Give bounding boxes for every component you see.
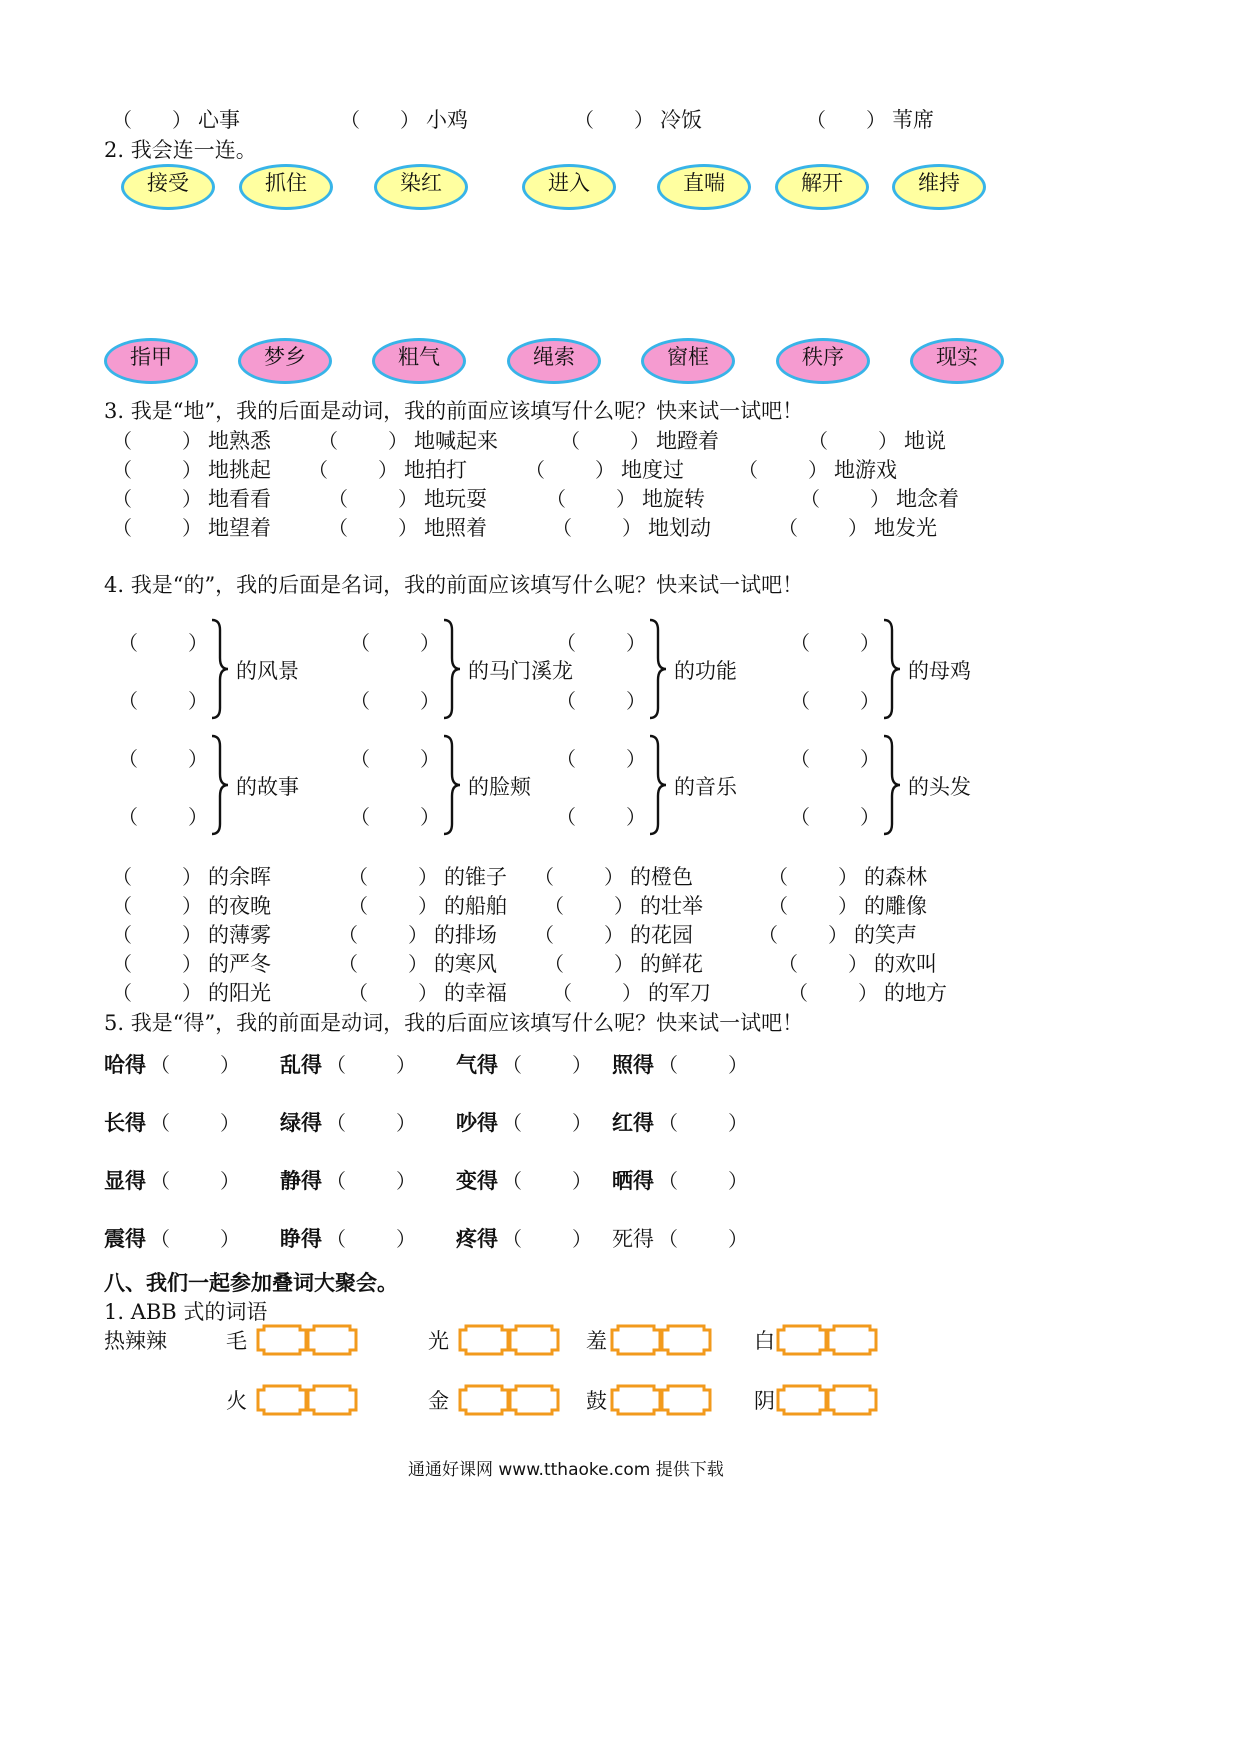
close-paren: ） — [870, 487, 890, 511]
curly-brace-icon — [210, 734, 230, 836]
close-paren: ） — [420, 631, 440, 655]
q4-noun: 的笑声 — [854, 923, 917, 947]
close-paren: ） — [420, 689, 440, 713]
close-paren: ） — [396, 1111, 416, 1135]
close-paren: ） — [572, 1169, 592, 1193]
close-paren: ） — [396, 1227, 416, 1251]
double-blank-box-icon[interactable] — [256, 1322, 372, 1358]
close-paren: ） — [188, 689, 208, 713]
match-oval-top[interactable]: 进入 — [522, 164, 616, 210]
q4-noun: 的橙色 — [630, 865, 693, 889]
close-paren: ） — [182, 865, 202, 889]
close-paren: ） — [622, 981, 642, 1005]
close-paren: ） — [182, 894, 202, 918]
q3-word: 地划动 — [648, 516, 711, 540]
match-oval-bottom[interactable]: 粗气 — [372, 338, 466, 384]
close-paren: ） — [220, 1111, 240, 1135]
open-paren: （ — [768, 894, 788, 918]
q3-word: 地玩耍 — [424, 487, 487, 511]
close-paren: ） — [220, 1227, 240, 1251]
close-paren: ） — [838, 865, 858, 889]
open-paren: （ — [658, 1053, 678, 1077]
open-paren: （ — [790, 689, 810, 713]
open-paren: （ — [328, 516, 348, 540]
close-paren: ） — [188, 631, 208, 655]
match-oval-bottom[interactable]: 绳索 — [507, 338, 601, 384]
q3-word: 地念着 — [896, 487, 959, 511]
close-paren: ） — [828, 923, 848, 947]
de-verb: 绿得 — [280, 1110, 322, 1135]
q4-noun: 的幸福 — [444, 981, 507, 1005]
de-verb: 震得 — [104, 1226, 146, 1251]
open-paren: （ — [328, 487, 348, 511]
q3-word: 地旋转 — [642, 487, 705, 511]
open-paren: （ — [658, 1169, 678, 1193]
q4-noun: 的寒风 — [434, 952, 497, 976]
q4-noun: 的夜晚 — [208, 894, 271, 918]
match-oval-bottom[interactable]: 指甲 — [104, 338, 198, 384]
close-paren: ） — [188, 805, 208, 829]
open-paren: （ — [112, 487, 132, 511]
top-row-word: 心事 — [198, 108, 240, 132]
brace-noun: 的马门溪龙 — [468, 659, 573, 683]
q4-noun: 的余晖 — [208, 865, 271, 889]
match-oval-bottom[interactable]: 秩序 — [776, 338, 870, 384]
open-paren: （ — [788, 981, 808, 1005]
q4-noun: 的阳光 — [208, 981, 271, 1005]
open-paren: （ — [808, 429, 828, 453]
open-paren: （ — [112, 458, 132, 482]
de-verb: 显得 — [104, 1168, 146, 1193]
question-5-title: 5. 我是“得”，我的前面是动词，我的后面应该填写什么呢？快来试一试吧！ — [104, 1011, 804, 1035]
open-paren: （ — [806, 108, 826, 132]
abb-first-char: 羞 — [586, 1329, 607, 1353]
close-paren: ） — [396, 1053, 416, 1077]
q4-noun: 的鲜花 — [640, 952, 703, 976]
close-paren: ） — [626, 631, 646, 655]
q3-word: 地拍打 — [404, 458, 467, 482]
open-paren: （ — [738, 458, 758, 482]
open-paren: （ — [112, 952, 132, 976]
abb-first-char: 白 — [754, 1329, 775, 1353]
open-paren: （ — [658, 1227, 678, 1251]
open-paren: （ — [118, 631, 138, 655]
de-verb: 哈得 — [104, 1052, 146, 1077]
close-paren: ） — [378, 458, 398, 482]
open-paren: （ — [150, 1053, 170, 1077]
close-paren: ） — [396, 1169, 416, 1193]
close-paren: ） — [858, 981, 878, 1005]
open-paren: （ — [574, 108, 594, 132]
q3-word: 地挑起 — [208, 458, 271, 482]
close-paren: ） — [188, 747, 208, 771]
curly-brace-icon — [648, 734, 668, 836]
double-blank-box-icon[interactable] — [776, 1322, 892, 1358]
close-paren: ） — [848, 952, 868, 976]
abb-first-char: 金 — [428, 1389, 449, 1413]
q4-noun: 的船舶 — [444, 894, 507, 918]
de-verb: 睁得 — [280, 1226, 322, 1251]
open-paren: （ — [340, 108, 360, 132]
close-paren: ） — [420, 805, 440, 829]
double-blank-box-icon[interactable] — [776, 1382, 892, 1418]
close-paren: ） — [860, 805, 880, 829]
close-paren: ） — [626, 747, 646, 771]
question-3-title: 3. 我是“地”，我的后面是动词，我的前面应该填写什么呢？快来试一试吧！ — [104, 399, 804, 423]
q3-word: 地看看 — [208, 487, 271, 511]
close-paren: ） — [622, 516, 642, 540]
q3-word: 地游戏 — [834, 458, 897, 482]
curly-brace-icon — [882, 734, 902, 836]
q4-noun: 的花园 — [630, 923, 693, 947]
close-paren: ） — [420, 747, 440, 771]
close-paren: ） — [604, 865, 624, 889]
open-paren: （ — [778, 516, 798, 540]
q3-word: 地说 — [904, 429, 946, 453]
question-2-title: 2. 我会连一连。 — [104, 138, 257, 162]
page-footer: 通通好课网 www.tthaoke.com 提供下载 — [408, 1460, 724, 1480]
brace-noun: 的音乐 — [674, 775, 737, 799]
open-paren: （ — [502, 1227, 522, 1251]
abb-first-char: 鼓 — [586, 1389, 607, 1413]
q4-noun: 的薄雾 — [208, 923, 271, 947]
de-verb: 静得 — [280, 1168, 322, 1193]
close-paren: ） — [604, 923, 624, 947]
close-paren: ） — [220, 1169, 240, 1193]
double-blank-box-icon[interactable] — [610, 1322, 726, 1358]
open-paren: （ — [534, 865, 554, 889]
double-blank-box-icon[interactable] — [458, 1322, 574, 1358]
open-paren: （ — [112, 894, 132, 918]
close-paren: ） — [418, 865, 438, 889]
open-paren: （ — [502, 1169, 522, 1193]
q4-noun: 的雕像 — [864, 894, 927, 918]
q4-noun: 的严冬 — [208, 952, 271, 976]
close-paren: ） — [182, 458, 202, 482]
open-paren: （ — [118, 805, 138, 829]
de-verb: 晒得 — [612, 1168, 654, 1193]
de-verb: 长得 — [104, 1110, 146, 1135]
match-oval-top[interactable]: 解开 — [775, 164, 869, 210]
close-paren: ） — [866, 108, 886, 132]
close-paren: ） — [418, 894, 438, 918]
open-paren: （ — [552, 981, 572, 1005]
open-paren: （ — [778, 952, 798, 976]
close-paren: ） — [182, 981, 202, 1005]
q3-word: 地蹬着 — [656, 429, 719, 453]
brace-noun: 的故事 — [236, 775, 299, 799]
match-oval-bottom[interactable]: 窗框 — [641, 338, 735, 384]
close-paren: ） — [408, 952, 428, 976]
open-paren: （ — [534, 923, 554, 947]
open-paren: （ — [350, 689, 370, 713]
double-blank-box-icon[interactable] — [610, 1382, 726, 1418]
open-paren: （ — [338, 952, 358, 976]
curly-brace-icon — [442, 618, 462, 720]
curly-brace-icon — [648, 618, 668, 720]
open-paren: （ — [326, 1111, 346, 1135]
close-paren: ） — [630, 429, 650, 453]
de-verb: 照得 — [612, 1052, 654, 1077]
open-paren: （ — [790, 747, 810, 771]
open-paren: （ — [350, 747, 370, 771]
match-oval-bottom[interactable]: 梦乡 — [238, 338, 332, 384]
open-paren: （ — [790, 631, 810, 655]
close-paren: ） — [572, 1111, 592, 1135]
open-paren: （ — [350, 805, 370, 829]
open-paren: （ — [112, 865, 132, 889]
open-paren: （ — [112, 108, 132, 132]
abb-first-char: 火 — [226, 1389, 247, 1413]
close-paren: ） — [728, 1053, 748, 1077]
match-oval-top[interactable]: 直喘 — [657, 164, 751, 210]
close-paren: ） — [634, 108, 654, 132]
q4-noun: 的军刀 — [648, 981, 711, 1005]
open-paren: （ — [150, 1111, 170, 1135]
q3-word: 地照着 — [424, 516, 487, 540]
open-paren: （ — [326, 1053, 346, 1077]
close-paren: ） — [220, 1053, 240, 1077]
double-blank-box-icon[interactable] — [256, 1382, 372, 1418]
open-paren: （ — [552, 516, 572, 540]
open-paren: （ — [112, 923, 132, 947]
close-paren: ） — [860, 747, 880, 771]
close-paren: ） — [728, 1169, 748, 1193]
open-paren: （ — [118, 689, 138, 713]
close-paren: ） — [418, 981, 438, 1005]
open-paren: （ — [658, 1111, 678, 1135]
open-paren: （ — [112, 981, 132, 1005]
curly-brace-icon — [882, 618, 902, 720]
de-verb: 吵得 — [456, 1110, 498, 1135]
q3-word: 地喊起来 — [414, 429, 498, 453]
close-paren: ） — [728, 1111, 748, 1135]
open-paren: （ — [560, 429, 580, 453]
close-paren: ） — [182, 429, 202, 453]
open-paren: （ — [348, 894, 368, 918]
de-verb: 乱得 — [280, 1052, 322, 1077]
open-paren: （ — [544, 952, 564, 976]
close-paren: ） — [572, 1227, 592, 1251]
close-paren: ） — [388, 429, 408, 453]
close-paren: ） — [408, 923, 428, 947]
close-paren: ） — [595, 458, 615, 482]
de-verb: 疼得 — [456, 1226, 498, 1251]
close-paren: ） — [728, 1227, 748, 1251]
match-oval-top[interactable]: 接受 — [121, 164, 215, 210]
open-paren: （ — [112, 429, 132, 453]
close-paren: ） — [400, 108, 420, 132]
open-paren: （ — [790, 805, 810, 829]
top-row-word: 小鸡 — [426, 108, 468, 132]
open-paren: （ — [308, 458, 328, 482]
section-8-title: 八、我们一起参加叠词大聚会。 — [104, 1270, 398, 1295]
abb-example: 热辣辣 — [104, 1329, 167, 1353]
brace-noun: 的母鸡 — [908, 659, 971, 683]
open-paren: （ — [118, 747, 138, 771]
match-oval-top[interactable]: 抓住 — [239, 164, 333, 210]
open-paren: （ — [556, 747, 576, 771]
open-paren: （ — [502, 1111, 522, 1135]
match-oval-top[interactable]: 染红 — [374, 164, 468, 210]
close-paren: ） — [626, 805, 646, 829]
open-paren: （ — [112, 516, 132, 540]
open-paren: （ — [525, 458, 545, 482]
curly-brace-icon — [442, 734, 462, 836]
close-paren: ） — [182, 952, 202, 976]
close-paren: ） — [878, 429, 898, 453]
q3-word: 地发光 — [874, 516, 937, 540]
open-paren: （ — [544, 894, 564, 918]
open-paren: （ — [800, 487, 820, 511]
close-paren: ） — [572, 1053, 592, 1077]
close-paren: ） — [398, 487, 418, 511]
open-paren: （ — [326, 1169, 346, 1193]
brace-noun: 的脸颊 — [468, 775, 531, 799]
section-8-subtitle: 1. ABB 式的词语 — [104, 1300, 268, 1324]
top-row-word: 冷饭 — [660, 108, 702, 132]
open-paren: （ — [348, 981, 368, 1005]
open-paren: （ — [546, 487, 566, 511]
abb-first-char: 毛 — [226, 1329, 247, 1353]
open-paren: （ — [768, 865, 788, 889]
open-paren: （ — [502, 1053, 522, 1077]
q4-noun: 的森林 — [864, 865, 927, 889]
close-paren: ） — [848, 516, 868, 540]
close-paren: ） — [808, 458, 828, 482]
close-paren: ） — [626, 689, 646, 713]
open-paren: （ — [758, 923, 778, 947]
close-paren: ） — [616, 487, 636, 511]
abb-first-char: 光 — [428, 1329, 449, 1353]
q3-word: 地熟悉 — [208, 429, 271, 453]
de-verb: 变得 — [456, 1168, 498, 1193]
q3-word: 地望着 — [208, 516, 271, 540]
close-paren: ） — [182, 487, 202, 511]
close-paren: ） — [838, 894, 858, 918]
q4-noun: 的排场 — [434, 923, 497, 947]
close-paren: ） — [182, 923, 202, 947]
de-verb: 红得 — [612, 1110, 654, 1135]
brace-noun: 的头发 — [908, 775, 971, 799]
open-paren: （ — [338, 923, 358, 947]
de-verb: 死得 — [612, 1227, 654, 1251]
close-paren: ） — [172, 108, 192, 132]
close-paren: ） — [860, 631, 880, 655]
open-paren: （ — [326, 1227, 346, 1251]
open-paren: （ — [348, 865, 368, 889]
q4-noun: 的锥子 — [444, 865, 507, 889]
curly-brace-icon — [210, 618, 230, 720]
brace-noun: 的风景 — [236, 659, 299, 683]
match-oval-bottom[interactable]: 现实 — [910, 338, 1004, 384]
open-paren: （ — [150, 1227, 170, 1251]
double-blank-box-icon[interactable] — [458, 1382, 574, 1418]
top-row-word: 苇席 — [892, 108, 934, 132]
open-paren: （ — [318, 429, 338, 453]
close-paren: ） — [614, 952, 634, 976]
close-paren: ） — [182, 516, 202, 540]
close-paren: ） — [614, 894, 634, 918]
open-paren: （ — [150, 1169, 170, 1193]
open-paren: （ — [350, 631, 370, 655]
q4-noun: 的欢叫 — [874, 952, 937, 976]
q3-word: 地度过 — [621, 458, 684, 482]
q4-noun: 的壮举 — [640, 894, 703, 918]
brace-noun: 的功能 — [674, 659, 737, 683]
match-oval-top[interactable]: 维持 — [892, 164, 986, 210]
open-paren: （ — [556, 689, 576, 713]
abb-first-char: 阴 — [754, 1389, 775, 1413]
open-paren: （ — [556, 805, 576, 829]
de-verb: 气得 — [456, 1052, 498, 1077]
q4-noun: 的地方 — [884, 981, 947, 1005]
question-4-title: 4. 我是“的”，我的后面是名词，我的前面应该填写什么呢？快来试一试吧！ — [104, 573, 804, 597]
open-paren: （ — [556, 631, 576, 655]
close-paren: ） — [398, 516, 418, 540]
close-paren: ） — [860, 689, 880, 713]
